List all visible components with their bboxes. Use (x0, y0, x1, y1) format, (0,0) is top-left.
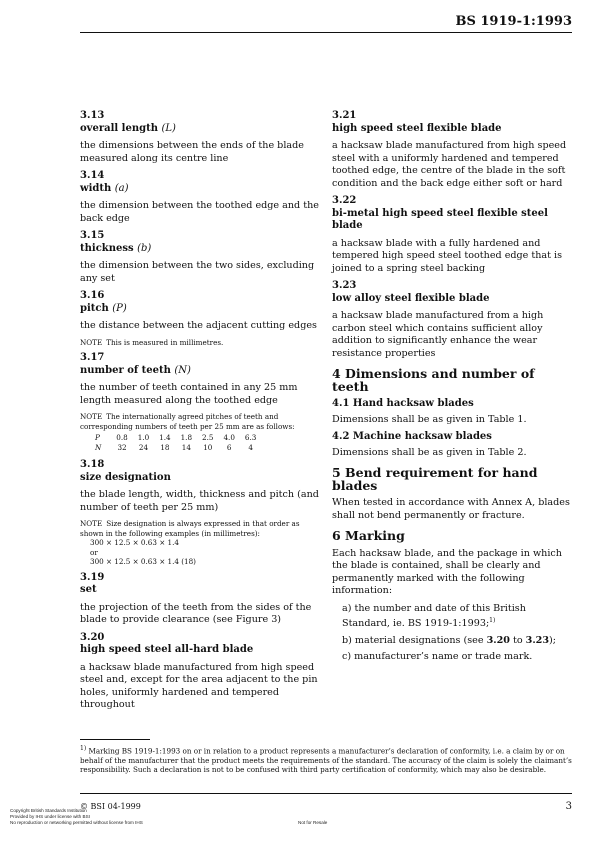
teeth-label: N (95, 443, 102, 452)
definition: the projection of the teeth from the sides of the blade to provide clearance (see Figure 3) (80, 601, 312, 625)
term-heading: size designation (80, 471, 171, 483)
header-rule (80, 32, 572, 33)
paragraph: Dimensions shall be as given in Table 2. (332, 446, 527, 458)
pitch-label: P (95, 433, 100, 442)
note: NOTE The internationally agreed pitches of teeth and corresponding numbers of teeth per 25 mm are as follows: (80, 412, 295, 431)
clause-number: 3.21 (332, 110, 357, 121)
note: NOTE This is measured in millimetres. (80, 337, 224, 347)
section-heading: 6 Marking (332, 528, 405, 543)
definition: the blade length, width, thickness and pitch (and number of teeth per 25 mm) (80, 489, 319, 513)
footnote: $^{1)}$ Marking BS 1919-1:1993 on or in relation to a product represents a manufacturer’s declaration of conformity, i.e. a claim by or on behalf of the manufacturer that the product meets the requirements of the standard. The accuracy of the claim is solely the claimant’s responsibility. Such a declaration is not to be confused with third party certification of conformity, which may also be desirable. (80, 745, 572, 775)
term-symbol: (N) (174, 364, 191, 376)
list-item: c) manufacturer’s name or trade mark. (342, 651, 533, 663)
document-code: BS 1919-1:1993 (455, 14, 572, 29)
term-symbol: (b) (137, 242, 152, 254)
subsection-heading: 4.2 Machine hacksaw blades (332, 431, 492, 442)
section-heading: 5 Bend requirement for hand blades (332, 465, 538, 493)
term-heading: low alloy steel flexible blade (332, 292, 490, 304)
resale-notice: Not for Resale (298, 820, 328, 825)
definition: the dimensions between the ends of the blade measured along its centre line (80, 140, 304, 164)
list-item: a) the number and date of this British Standard, ie. BS 1919-1:1993;$^{1)}$ (342, 602, 526, 630)
term-heading: bi-metal high speed steel flexible steel blade (332, 207, 548, 231)
clause-number: 3.19 (80, 571, 105, 583)
clause-number: 3.15 (80, 230, 105, 241)
definition: the number of teeth contained in any 25 mm length measured along the toothed edge (80, 382, 298, 406)
example: 300 × 12.5 × 0.63 × 1.4 (90, 538, 179, 547)
teeth-row: N 32 24 18 14 10 6 4 (90, 443, 261, 453)
right-column (332, 107, 572, 668)
footer-rule (80, 793, 572, 794)
footnote-rule (80, 739, 150, 740)
paragraph: Dimensions shall be as given in Table 1. (332, 413, 527, 425)
list-item: b) material designations (see 3.20 to 3.23); (342, 634, 557, 646)
clause-number: 3.17 (80, 352, 105, 363)
note: NOTE Size designation is always expressed in that order as shown in the following examples (in millimetres): (80, 519, 300, 538)
license-notice: Copyright British Standards Institution Provided by IHS under license with BSI No reproduction or networking permitted without license from IHS (10, 808, 143, 825)
paragraph: When tested in accordance with Annex A, blades shall not bend permanently or fracture. (332, 497, 570, 521)
term-heading: high speed steel flexible blade (332, 122, 502, 134)
section-heading: 4 Dimensions and number of teeth (332, 366, 535, 394)
definition: the dimension between the two sides, excluding any set (80, 260, 315, 284)
term-heading: thickness (b) (80, 242, 152, 254)
clause-number: 3.14 (80, 170, 105, 181)
pitch-teeth-table (90, 433, 261, 453)
definition: a hacksaw blade manufactured from high speed steel with a uniformly hardened and tempered toothed edge, the centre of the blade in the soft condition and the back edge either soft or hard (332, 140, 567, 189)
clause-number: 3.16 (80, 290, 105, 301)
term-heading: high speed steel all-hard blade (80, 644, 254, 655)
marking-list (342, 603, 572, 664)
term-symbol: (L) (161, 122, 176, 134)
term-symbol: (P) (112, 302, 127, 314)
term-heading: set (80, 584, 97, 595)
clause-number: 3.22 (332, 195, 357, 206)
term-heading: number of teeth (N) (80, 364, 191, 376)
term-symbol: (a) (114, 182, 129, 194)
clause-number: 3.20 (80, 631, 105, 643)
definition: a hacksaw blade manufactured from a high carbon steel which contains sufficient alloy addition to significantly enhance the wear resistance properties (332, 310, 544, 359)
clause-number: 3.23 (332, 280, 357, 291)
footnote-ref: 1) (489, 617, 496, 624)
example-or: or (90, 547, 98, 557)
left-column (80, 107, 325, 717)
term-heading: pitch (P) (80, 302, 127, 314)
clause-number: 3.18 (80, 459, 105, 470)
definition: a hacksaw blade manufactured from high speed steel and, except for the area adjacent to the pin holes, uniformly hardened and tempered throughout (80, 661, 318, 710)
clause-number: 3.13 (80, 110, 105, 121)
paragraph: Each hacksaw blade, and the package in which the blade is contained, shall be clearly and permanently marked with the following information: (332, 547, 562, 596)
page-number: 3 (565, 801, 572, 812)
copyright-date: © BSI 04-1999 (80, 802, 141, 811)
example: 300 × 12.5 × 0.63 × 1.4 (18) (90, 557, 196, 566)
definition: the dimension between the toothed edge and the back edge (80, 200, 319, 224)
subsection-heading: 4.1 Hand hacksaw blades (332, 398, 474, 409)
term-heading: overall length (L) (80, 122, 176, 134)
definition: the distance between the adjacent cutting edges (80, 320, 317, 331)
term-heading: width (a) (80, 182, 129, 194)
definition: a hacksaw blade with a fully hardened and tempered high speed steel toothed edge that is joined to a spring steel backing (332, 237, 563, 274)
pitch-row: P 0.8 1.0 1.4 1.8 2.5 4.0 6.3 (90, 433, 261, 443)
